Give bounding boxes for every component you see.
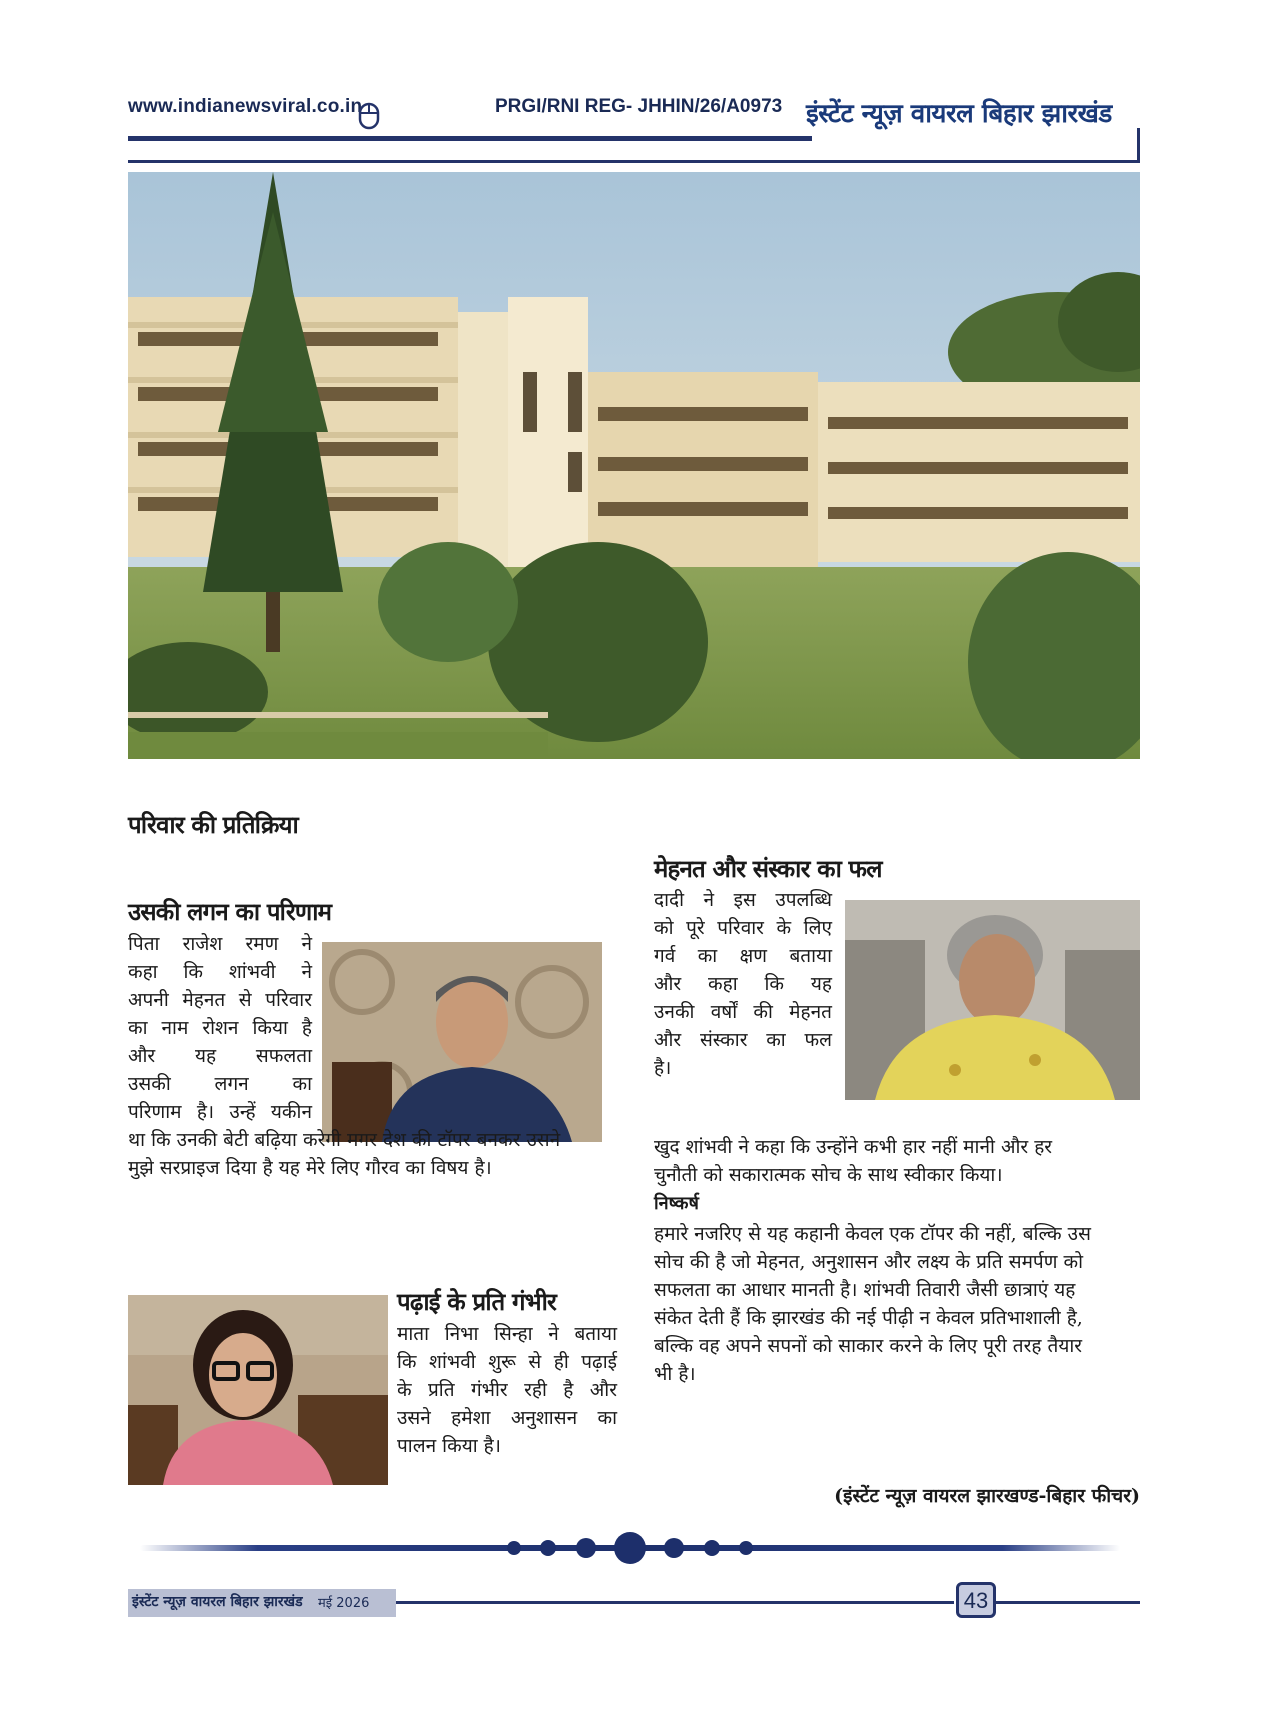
dedication-wrapped-text: [128, 930, 312, 1126]
text-line: खुद शांभवी ने कहा कि उन्होंने कभी हार नहीं मानी और हर: [654, 1136, 1053, 1158]
text-line: का नाम रोशन किया है: [128, 1017, 312, 1039]
mother-photo: [128, 1295, 388, 1485]
text-line: चुनौती को सकारात्मक सोच के साथ स्वीकार किया।: [654, 1164, 1003, 1186]
conclusion-text: [654, 1220, 1144, 1388]
text-line: सोच की है जो मेहनत, अनुशासन और लक्ष्य के प्रति समर्पण को: [654, 1251, 1084, 1273]
text-line: पिता राजेश रमण ने: [128, 933, 312, 955]
text-line: बल्कि वह अपने सपनों को साकार करने के लिए पूरी तरह तैयार: [654, 1335, 1083, 1357]
conclusion-heading: निष्कर्ष: [654, 1193, 699, 1214]
header-rule: [128, 136, 812, 141]
text-line: संकेत देती हैं कि झारखंड की नई पीढ़ी न केवल प्रतिभाशाली है,: [654, 1307, 1083, 1329]
footer-publication: इंस्टेंट न्यूज़ वायरल बिहार झारखंड: [132, 1594, 303, 1610]
text-line: और संस्कार का फल: [654, 1029, 832, 1051]
dedication-full-text: [128, 1126, 618, 1182]
publication-title: इंस्टेंट न्यूज़ वायरल बिहार झारखंड: [806, 99, 1112, 129]
text-line: उसने हमेशा अनुशासन का: [397, 1407, 617, 1429]
text-line: कि शांभवी शुरू से ही पढ़ाई: [397, 1351, 617, 1373]
text-line: दादी ने इस उपलब्धि: [654, 889, 832, 911]
feature-credit: (इंस्टेंट न्यूज़ वायरल झारखण्ड-बिहार फीचर): [834, 1485, 1140, 1507]
footer-rule: [396, 1601, 954, 1604]
text-line: हमारे नजरिए से यह कहानी केवल एक टॉपर की नहीं, बल्कि उस: [654, 1223, 1091, 1245]
footer-ornament-dots: [500, 1530, 760, 1570]
text-line: भी है।: [654, 1363, 696, 1385]
text-line: है।: [654, 1057, 672, 1079]
text-line: गर्व का क्षण बताया: [654, 945, 832, 967]
website-url[interactable]: www.indianewsviral.co.in: [128, 96, 363, 117]
text-line: मुझे सरप्राइज दिया है यह मेरे लिए गौरव का विषय है।: [128, 1157, 492, 1179]
serious-study-heading: पढ़ाई के प्रति गंभीर: [397, 1288, 557, 1316]
grandmother-photo: [845, 900, 1140, 1100]
text-line: उसकी लगन का: [128, 1073, 312, 1095]
serious-study-text: [397, 1320, 617, 1460]
text-line: और यह सफलता: [128, 1045, 312, 1067]
hard-work-wrapped-text: [654, 886, 832, 1082]
text-line: को पूरे परिवार के लिए: [654, 917, 832, 939]
header-rule-lower: [128, 160, 1140, 163]
text-line: कहा कि शांभवी ने: [128, 961, 312, 983]
text-line: और कहा कि यह: [654, 973, 832, 995]
mouse-icon: [358, 102, 380, 134]
dedication-heading: उसकी लगन का परिणाम: [128, 898, 332, 926]
registration-number: PRGI/RNI REG- JHHIN/26/A0973: [495, 96, 783, 117]
hard-work-full-text: [654, 1133, 1144, 1189]
family-reaction-heading: परिवार की प्रतिक्रिया: [128, 811, 298, 839]
text-line: अपनी मेहनत से परिवार: [128, 989, 312, 1011]
text-line: था कि उनकी बेटी बढ़िया करेगी मगर देश की टॉपर बनकर उसने: [128, 1129, 561, 1151]
footer-issue-date: मई 2026: [318, 1596, 370, 1611]
footer-rule-right: [996, 1601, 1140, 1604]
text-line: के प्रति गंभीर रही है और: [397, 1379, 617, 1401]
school-building-photo: [128, 172, 1140, 759]
hard-work-heading: मेहनत और संस्कार का फल: [654, 855, 882, 883]
page-number: 43: [956, 1582, 996, 1618]
father-photo: [322, 942, 602, 1142]
text-line: पालन किया है।: [397, 1435, 501, 1457]
header-rule-vertical: [1137, 128, 1140, 162]
text-line: परिणाम है। उन्हें यकीन: [128, 1101, 312, 1123]
text-line: माता निभा सिन्हा ने बताया: [397, 1323, 617, 1345]
text-line: उनकी वर्षों की मेहनत: [654, 1001, 832, 1023]
text-line: सफलता का आधार मानती है। शांभवी तिवारी जैसी छात्राएं यह: [654, 1279, 1076, 1301]
